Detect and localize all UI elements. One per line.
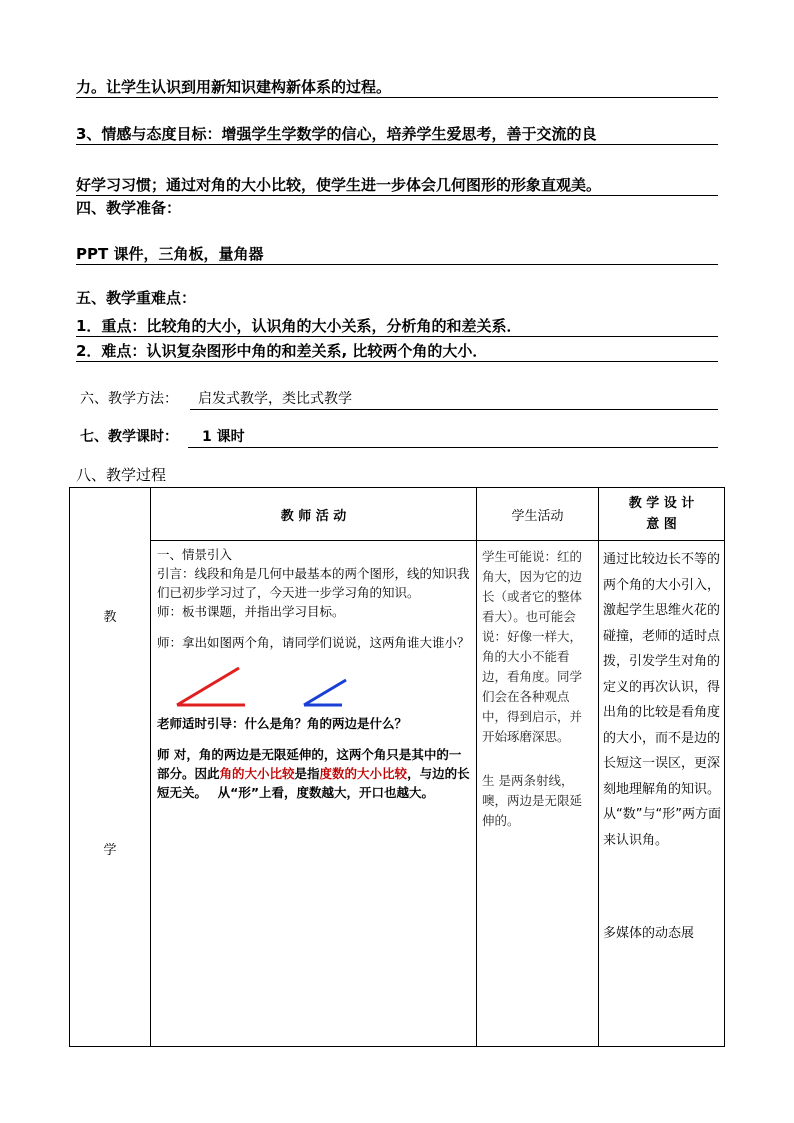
teacher-opening: 引言：线段和角是几何中最基本的两个图形，线的知识我们已初步学习过了，今天进一步学习角的知识。 — [157, 566, 470, 600]
conclusion-highlight-2: 度数的大小比较 — [319, 766, 408, 781]
section-6-value — [190, 389, 718, 410]
lesson-hours-value: 1 课时 — [202, 429, 245, 445]
header-intent-line-1: 教 学 设 计 — [628, 496, 695, 511]
text-line-7: 2．难点：认识复杂图形中角的和差关系, 比较两个角的大小． — [76, 341, 718, 362]
text-line-2: 3、情感与态度目标：增强学生学数学的信心，培养学生爱思考，善于交流的良 — [76, 124, 718, 145]
section-8-heading: 八、教学过程 — [76, 466, 167, 484]
blue-angle — [304, 680, 346, 705]
text-line-3: 好学习习惯；通过对角的大小比较，使学生进一步体会几何图形的形象直观美。 — [76, 175, 718, 196]
section-6-label: 六、教学方法： — [80, 391, 178, 407]
section-7-value — [188, 427, 718, 448]
text-line-1: 力。让学生认识到用新知识建构新体系的过程。 — [76, 77, 718, 98]
teacher-conclusion — [157, 745, 472, 802]
teacher-intro-title: 一、情景引入 — [157, 547, 233, 562]
conclusion-highlight-1: 角的大小比较 — [219, 766, 295, 781]
design-intent-multimedia: 多媒体的动态展 — [603, 926, 695, 941]
student-activity-cell — [477, 541, 599, 1047]
header-student-activity: 学生活动 — [477, 488, 599, 541]
side-label-cell — [70, 488, 151, 1047]
teaching-method-value: 启发式教学，类比式教学 — [198, 391, 352, 407]
section-5-heading: 五、教学重难点： — [76, 289, 197, 307]
teacher-board-note: 师：板书课题，并指出学习目标。 — [157, 604, 345, 619]
section-4-heading: 四、教学准备： — [76, 199, 182, 217]
teacher-guide: 老师适时引导：什么是角？角的两边是什么？ — [157, 716, 408, 731]
teacher-activity-cell — [151, 541, 477, 1047]
header-teacher-activity: 教 师 活 动 — [151, 488, 477, 541]
header-intent-line-2: 意 图 — [646, 517, 677, 532]
side-label-xue: 学 — [103, 843, 117, 858]
section-7-label: 七、教学课时： — [80, 429, 178, 445]
design-intent-cell — [599, 541, 725, 1047]
process-table — [69, 487, 725, 1047]
teacher-question: 师：拿出如图两个角，请同学们说说，这两角谁大谁小？ — [157, 635, 470, 650]
conclusion-part-e: ，与边的长短无关。 从“形”上看，度数越大，开口也越大。 — [157, 766, 470, 800]
conclusion-part-a: 师 对，角的两边是无限延伸的，这两个角只是其中的一部分。因此 — [157, 747, 462, 781]
two-angles-figure — [157, 654, 467, 714]
red-angle — [177, 668, 245, 705]
text-line-6: 1．重点：比较角的大小，认识角的大小关系，分析角的和差关系． — [76, 316, 718, 337]
conclusion-part-c: 是指 — [294, 766, 320, 781]
student-response-1: 学生可能说：红的角大，因为它的边长（或者它的整体看大）。也可能会说：好像一样大，角的大小不能看边，看角度。同学们会在各种观点中，得到启示，并开始琢磨深思。 — [482, 549, 583, 744]
blue-angle-ray-upper — [304, 680, 346, 705]
student-response-2: 生 是两条射线，噢，两边是无限延伸的。 — [482, 773, 583, 828]
side-label-jiao: 教 — [103, 610, 117, 625]
red-angle-ray-upper — [177, 668, 239, 705]
header-design-intent — [599, 488, 725, 541]
text-line-5: PPT 课件，三角板，量角器 — [76, 244, 718, 265]
design-intent-text: 通过比较边长不等的两个角的大小引入，激起学生思维火花的碰撞，老师的适时点拨，引发学生对角的定义的再次认识，得出角的比较是看角度的大小，而不是边的长短这一误区，更深刻地理解角的知识。从“数”与“形”两方面来认识角。 — [603, 552, 721, 848]
